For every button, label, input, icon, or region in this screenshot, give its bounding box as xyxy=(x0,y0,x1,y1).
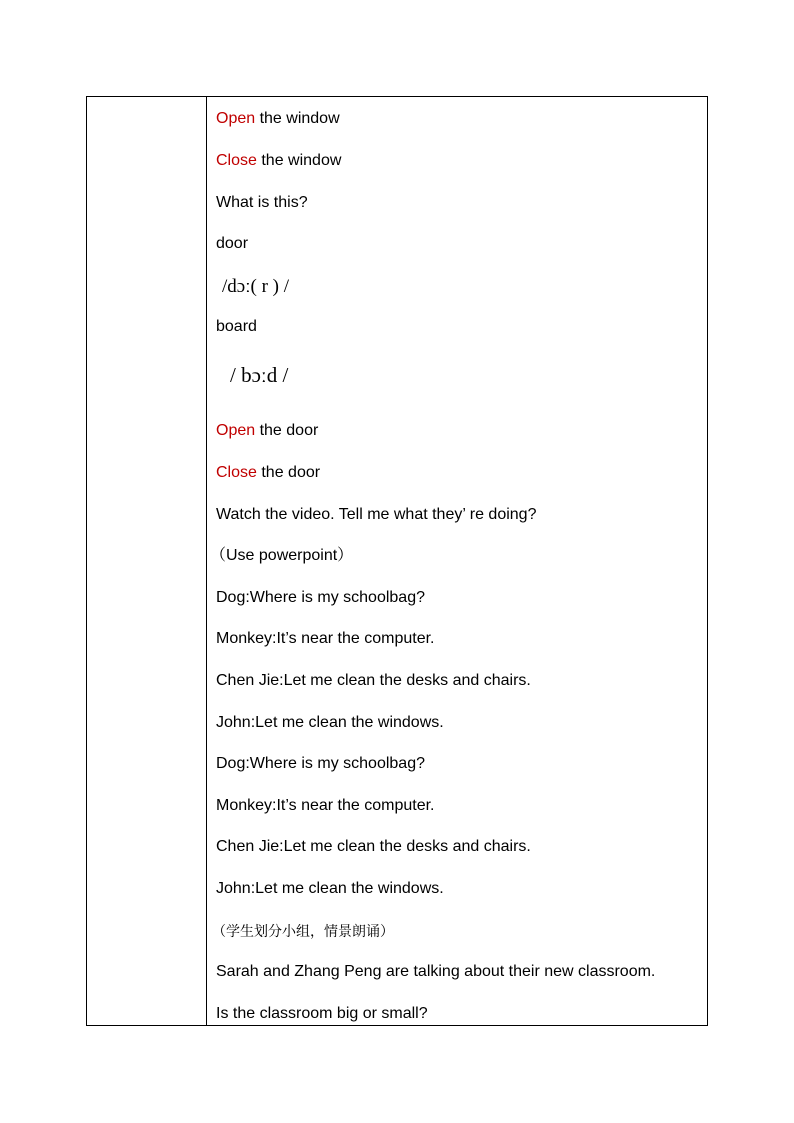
command-verb: Open xyxy=(216,422,256,439)
lesson-table xyxy=(86,96,708,1026)
text-line xyxy=(216,463,320,483)
command-verb: Close xyxy=(216,152,257,169)
dialogue-line: Monkey:It’s near the computer. xyxy=(216,797,435,814)
text-line: What is this? xyxy=(216,194,308,211)
text-line: Sarah and Zhang Peng are talking about their new classroom. xyxy=(216,963,656,980)
command-object: the door xyxy=(255,422,319,439)
dialogue-line: Chen Jie:Let me clean the desks and chairs. xyxy=(216,838,531,855)
dialogue-line: Dog:Where is my schoolbag? xyxy=(216,755,425,772)
dialogue-line: Dog:Where is my schoolbag? xyxy=(216,589,425,606)
command-object: the window xyxy=(255,110,340,127)
table-right-cell xyxy=(208,97,707,1025)
command-object: the window xyxy=(256,152,342,169)
phonetic-transcription: /dɔː( r ) / xyxy=(222,276,290,297)
phonetic-transcription: / bɔːd / xyxy=(230,363,289,387)
vocab-word: board xyxy=(216,318,257,335)
text-line xyxy=(216,151,341,171)
command-verb: Open xyxy=(216,110,256,127)
text-line: Watch the video. Tell me what they’ re doing? xyxy=(216,506,537,523)
dialogue-line: John:Let me clean the windows. xyxy=(216,880,444,897)
text-line xyxy=(216,421,318,441)
table-left-cell xyxy=(87,97,207,1025)
vocab-word: door xyxy=(216,235,249,252)
command-verb: Close xyxy=(216,464,257,481)
command-object: the door xyxy=(256,464,321,481)
text-line: Is the classroom big or small? xyxy=(216,1005,428,1022)
dialogue-line: Monkey:It’s near the computer. xyxy=(216,630,435,647)
text-line: （Use powerpoint） xyxy=(210,547,354,564)
text-line xyxy=(216,109,340,129)
dialogue-line: John:Let me clean the windows. xyxy=(216,714,444,731)
dialogue-line: Chen Jie:Let me clean the desks and chairs. xyxy=(216,672,531,689)
chinese-instruction: （学生划分小组，情景朗诵） xyxy=(212,924,394,940)
